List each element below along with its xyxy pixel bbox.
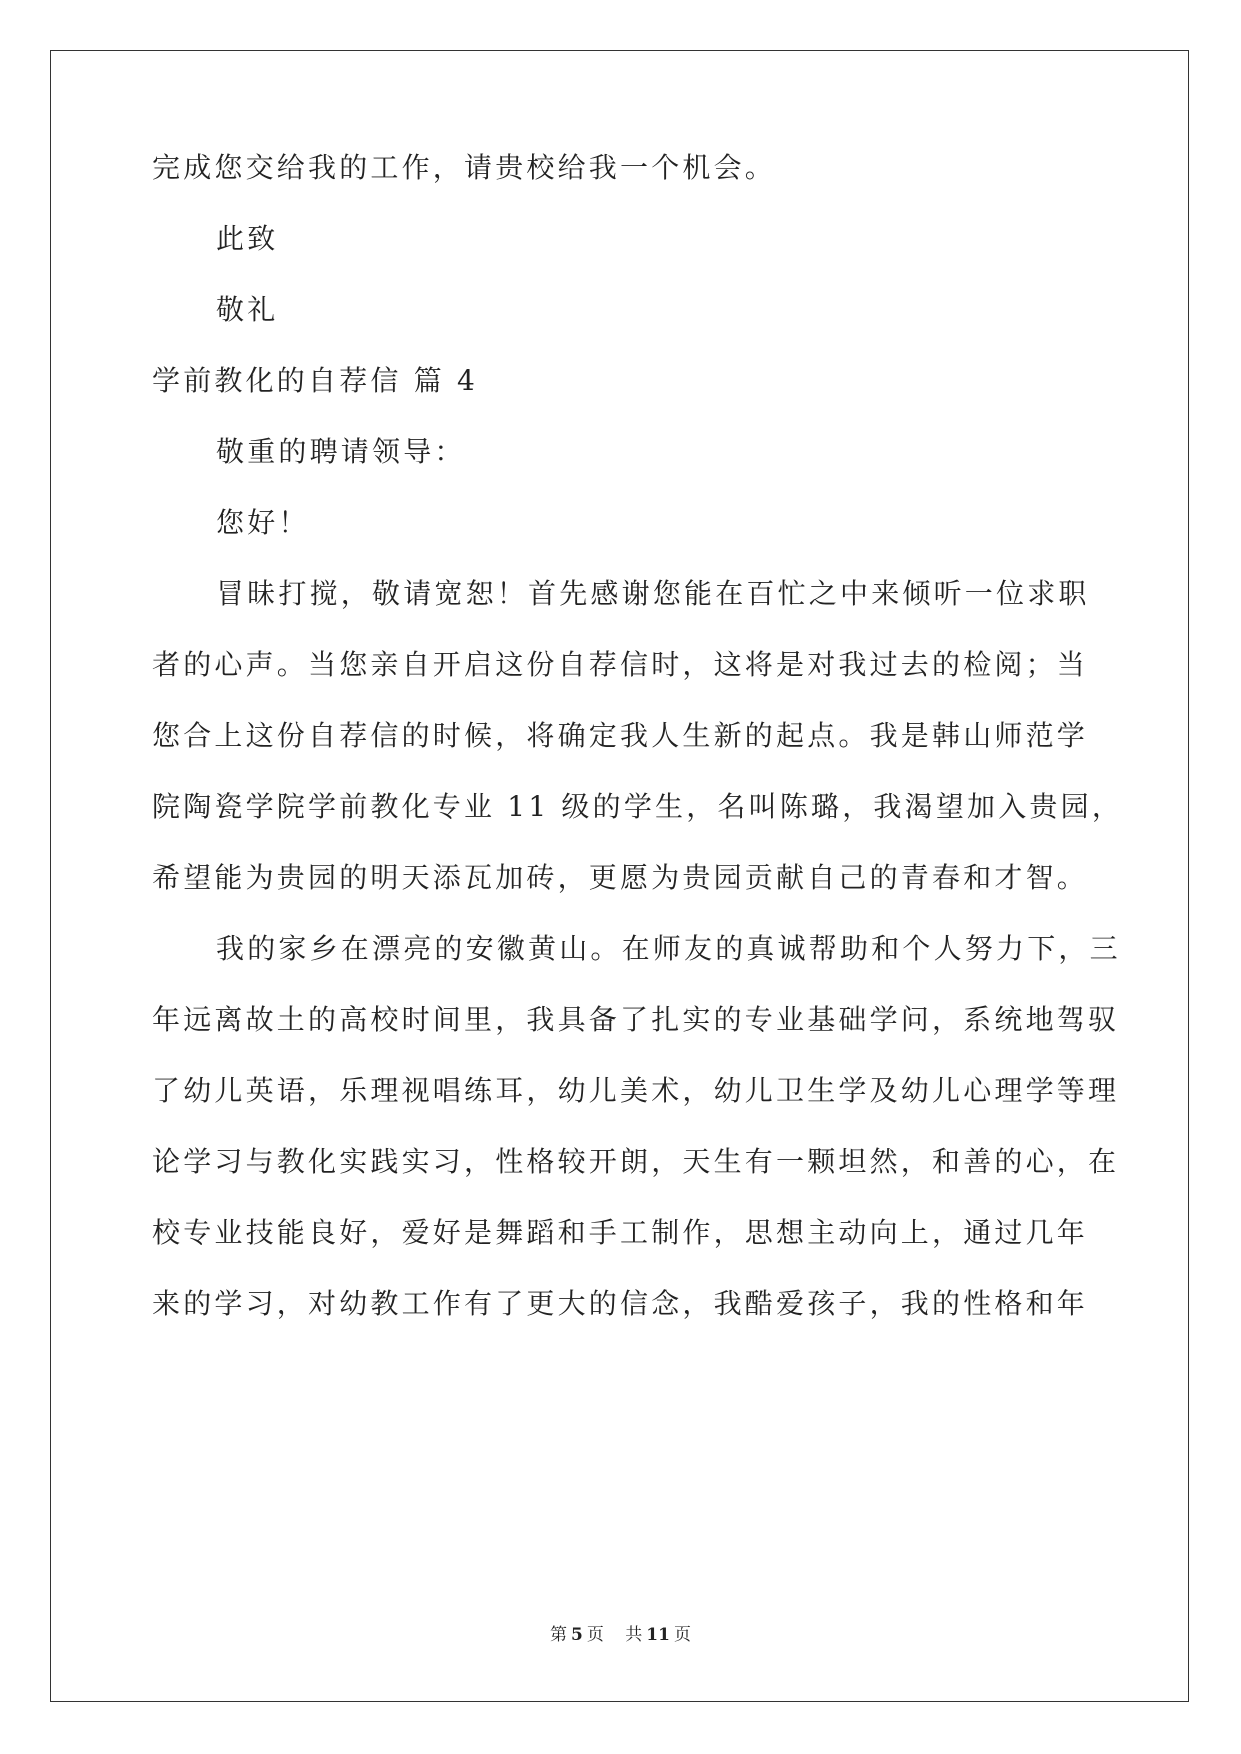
text-line: 校专业技能良好，爱好是舞蹈和手工制作，思想主动向上，通过几年: [152, 1216, 1089, 1249]
total-count: 11: [646, 1625, 670, 1645]
text-line: 年远离故土的高校时间里，我具备了扎实的专业基础学问，系统地驾驭: [152, 1003, 1120, 1036]
text-line: 希望能为贵园的明天添瓦加砖，更愿为贵园贡献自己的青春和才智。: [152, 861, 1089, 894]
page-footer: [0, 1623, 1241, 1647]
letter-hello: 您好！: [216, 506, 310, 539]
text-line: 来的学习，对幼教工作有了更大的信念，我酷爱孩子，我的性格和年: [152, 1287, 1089, 1320]
page-suffix: 页: [586, 1625, 604, 1645]
text-line: 论学习与教化实践实习，性格较开朗，天生有一颗坦然，和善的心，在: [152, 1145, 1120, 1178]
letter-greeting: 敬重的聘请领导：: [216, 435, 466, 468]
closing-regards: 敬礼: [216, 293, 279, 326]
total-suffix: 页: [673, 1625, 691, 1645]
text-line: 院陶瓷学院学前教化专业 11 级的学生，名叫陈璐，我渴望加入贵园，: [152, 790, 1124, 823]
page-prefix: 第: [550, 1625, 568, 1645]
page-total: [621, 1625, 695, 1645]
text-line: 您合上这份自荐信的时候，将确定我人生新的起点。我是韩山师范学: [152, 719, 1089, 752]
text-line: 者的心声。当您亲自开启这份自荐信时，这将是对我过去的检阅；当: [152, 648, 1089, 681]
total-prefix: 共: [625, 1625, 643, 1645]
text-line: 我的家乡在漂亮的安徽黄山。在师友的真诚帮助和个人努力下，三: [216, 932, 1121, 965]
page-current: 5: [571, 1625, 583, 1645]
text-line: 了幼儿英语，乐理视唱练耳，幼儿美术，幼儿卫生学及幼儿心理学等理: [152, 1074, 1120, 1107]
closing-salutation: 此致: [216, 222, 279, 255]
section-heading: 学前教化的自荐信 篇 4: [152, 364, 479, 397]
text-line: 冒昧打搅，敬请宽恕！首先感谢您能在百忙之中来倾听一位求职: [216, 577, 1090, 610]
page-number: [546, 1625, 608, 1645]
text-line: 完成您交给我的工作，请贵校给我一个机会。: [152, 151, 777, 184]
